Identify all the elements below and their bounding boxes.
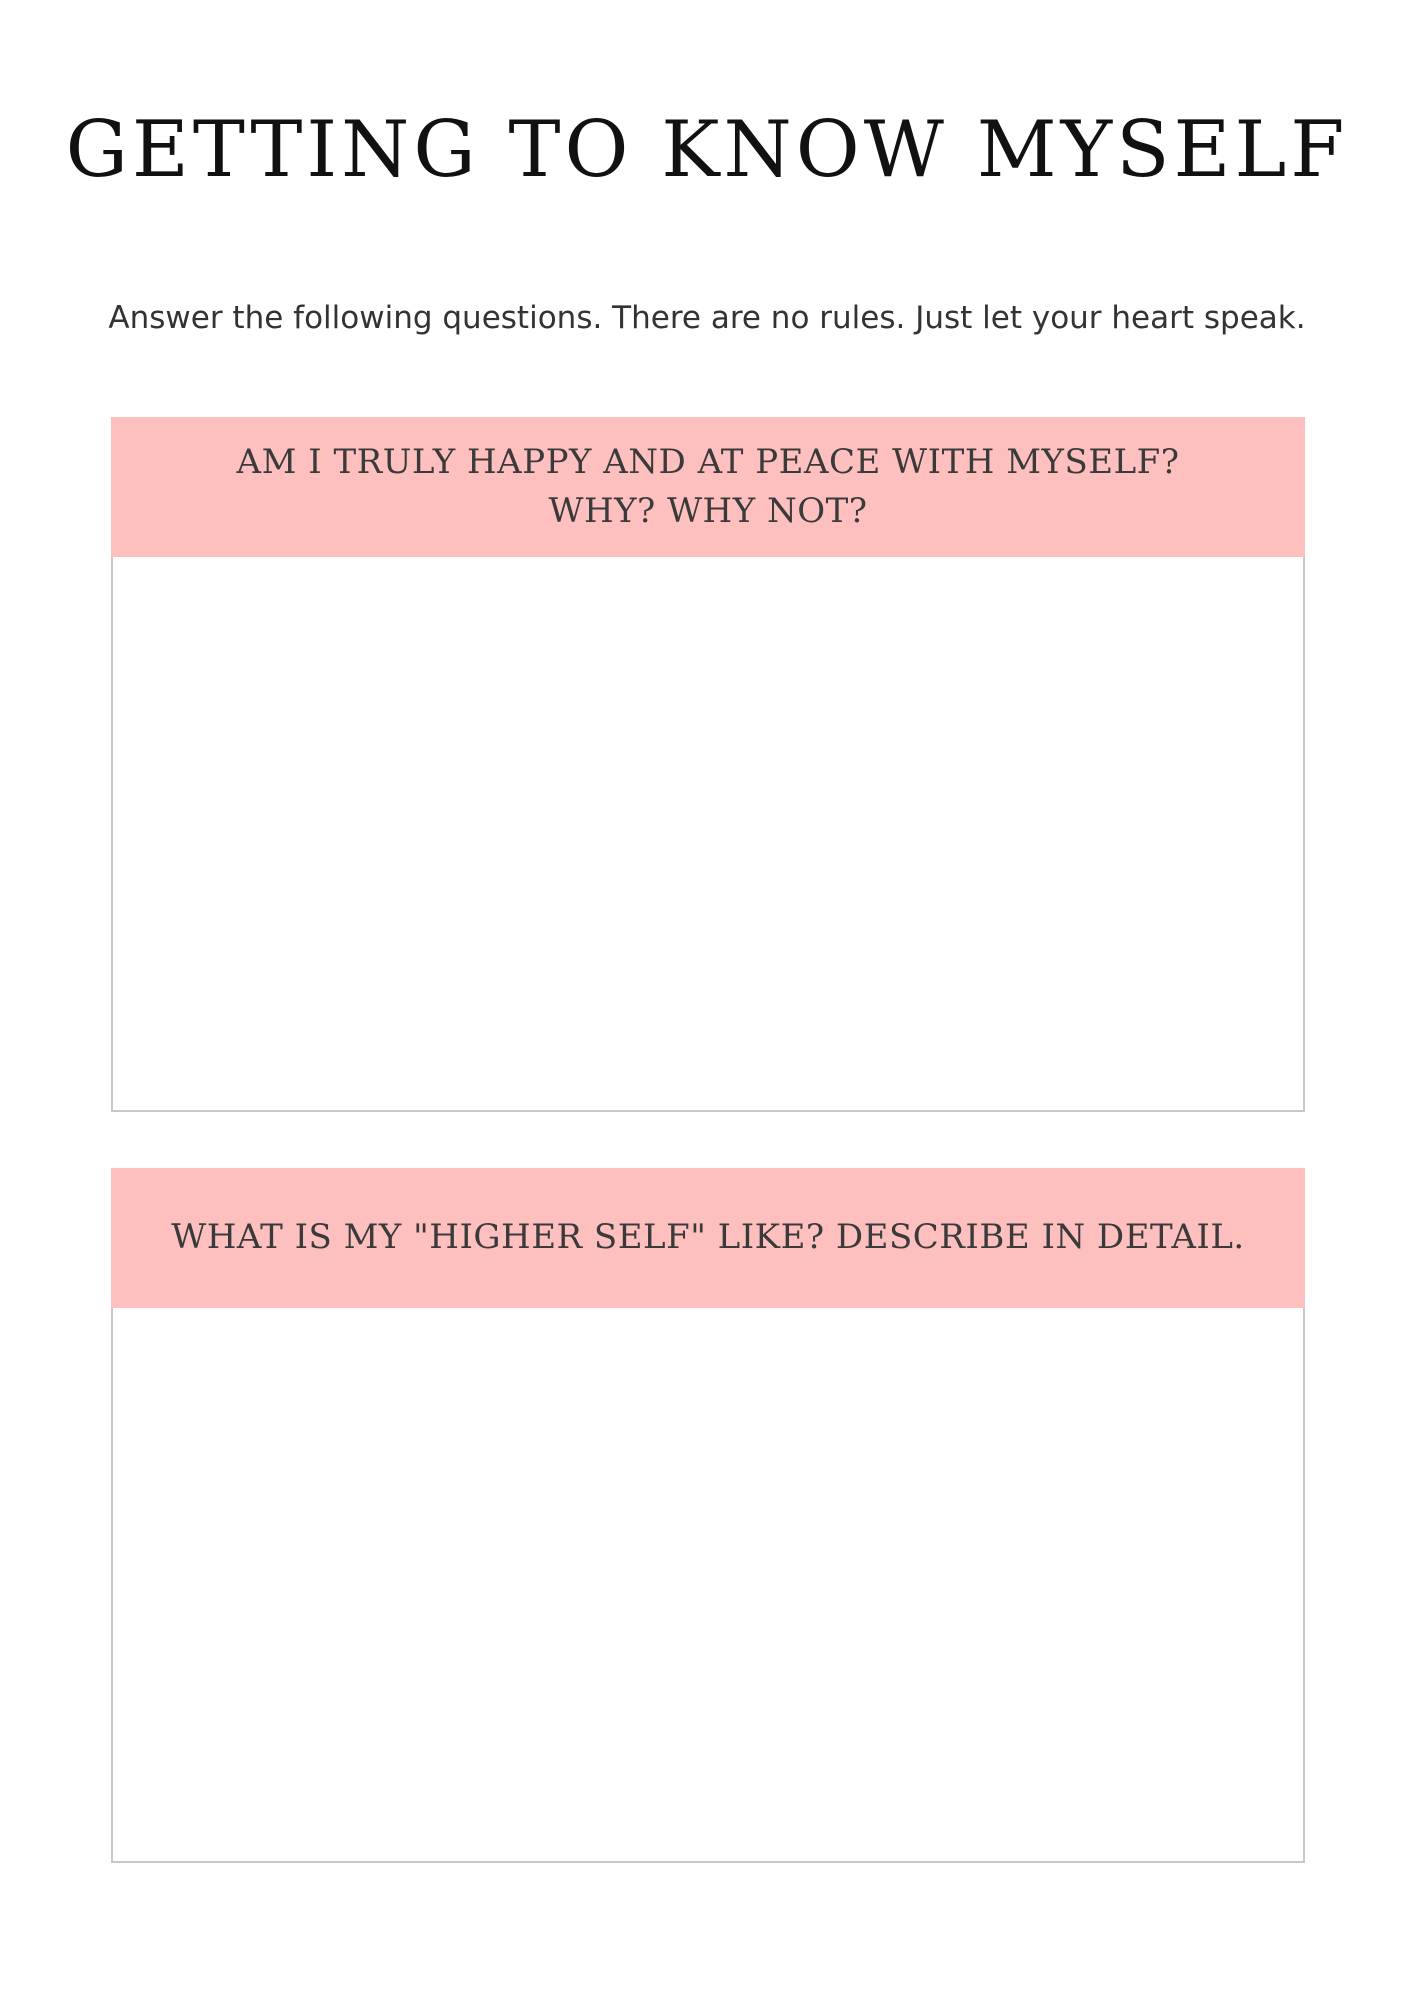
question-2-line-1: WHAT IS MY "HIGHER SELF" LIKE? DESCRIBE IN DETAIL. bbox=[171, 1217, 1245, 1258]
instructions-text: Answer the following questions. There are no rules. Just let your heart speak. bbox=[108, 300, 1306, 336]
answer-area-1[interactable] bbox=[113, 559, 1303, 1110]
question-1-line-1: AM I TRULY HAPPY AND AT PEACE WITH MYSELF? bbox=[236, 441, 1180, 482]
answer-area-2[interactable] bbox=[113, 1310, 1303, 1861]
page-title: GETTING TO KNOW MYSELF bbox=[65, 105, 1349, 195]
question-header-2 bbox=[111, 1168, 1305, 1308]
question-card-2 bbox=[111, 1168, 1305, 1863]
question-header-1 bbox=[111, 417, 1305, 557]
question-1-line-2: WHY? WHY NOT? bbox=[548, 491, 868, 531]
question-card-1 bbox=[111, 417, 1305, 1112]
